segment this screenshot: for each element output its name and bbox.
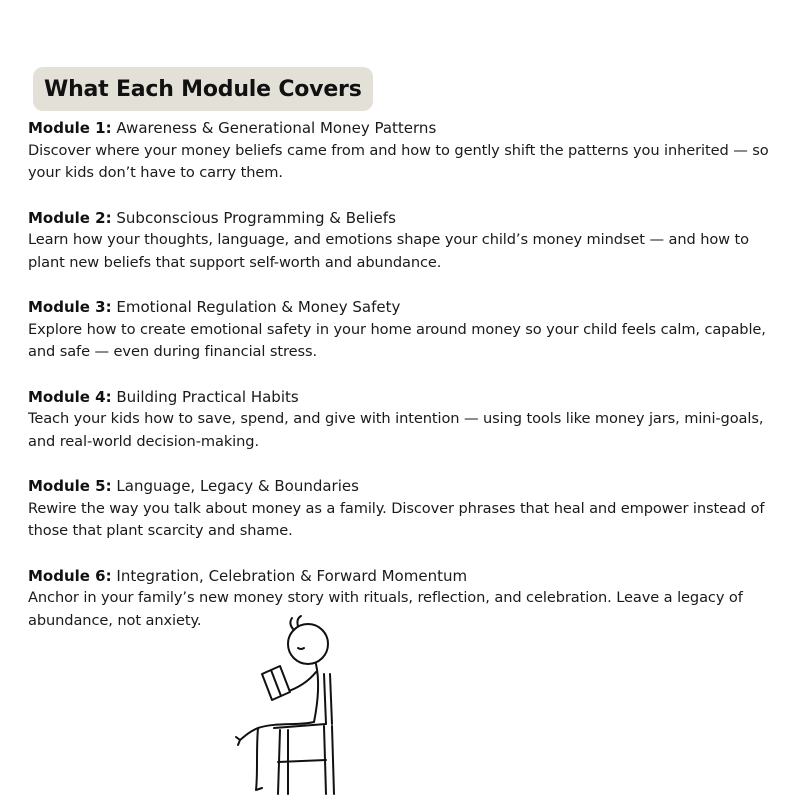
- module-description: Rewire the way you talk about money as a family. Discover phrases that heal and empower instead of those that plant scarcity and shame.: [28, 499, 765, 539]
- module-description: Explore how to create emotional safety in your home around money so your child feels calm, capable, and safe — even during financial stress.: [28, 320, 766, 360]
- module-label: Module 2:: [28, 208, 112, 227]
- module-item-5: [28, 475, 790, 543]
- module-item-2: [28, 207, 790, 275]
- module-title-line: [28, 565, 790, 588]
- module-title: Emotional Regulation & Money Safety: [111, 298, 401, 316]
- module-title: Building Practical Habits: [111, 387, 299, 406]
- module-list: [28, 117, 790, 654]
- module-item-4: [28, 386, 790, 454]
- module-title: Subconscious Programming & Beliefs: [111, 208, 396, 227]
- module-label: Module 5:: [28, 477, 112, 495]
- module-description: Learn how your thoughts, language, and emotions shape your child’s money mindset — and how to plant new beliefs that support self-worth and abundance.: [28, 231, 750, 271]
- module-title-line: [28, 207, 790, 230]
- module-title-line: [28, 475, 790, 498]
- heading-pill: [33, 67, 373, 111]
- module-label: Module 1:: [28, 119, 112, 137]
- module-description: Discover where your money beliefs came from and how to gently shift the patterns you inherited — so your kids don’t have to carry them.: [28, 141, 769, 181]
- module-item-6: [28, 565, 790, 633]
- module-description: Anchor in your family’s new money story with rituals, reflection, and celebration. Leave a legacy of abundance, not anxiety.: [28, 589, 743, 629]
- module-description: Teach your kids how to save, spend, and give with intention — using tools like money jars, mini-goals, and real-world decision-making.: [28, 410, 764, 450]
- module-title: Integration, Celebration & Forward Momentum: [111, 566, 468, 585]
- module-title-line: [28, 296, 790, 319]
- figure-arm: [286, 672, 316, 692]
- reading-figure-illustration: [228, 612, 348, 797]
- module-title-line: [28, 117, 790, 140]
- module-item-3: [28, 296, 790, 364]
- chair-back: [324, 674, 326, 724]
- module-title: Awareness & Generational Money Patterns: [111, 119, 437, 137]
- module-title: Language, Legacy & Boundaries: [111, 477, 359, 495]
- figure-legs: [240, 722, 314, 790]
- figure-eye: [298, 648, 304, 649]
- module-item-1: [28, 117, 790, 185]
- module-label: Module 4:: [28, 387, 112, 406]
- page-title: What Each Module Covers: [44, 76, 362, 102]
- module-title-line: [28, 386, 790, 409]
- module-label: Module 6:: [28, 566, 112, 585]
- module-label: Module 3:: [28, 298, 112, 316]
